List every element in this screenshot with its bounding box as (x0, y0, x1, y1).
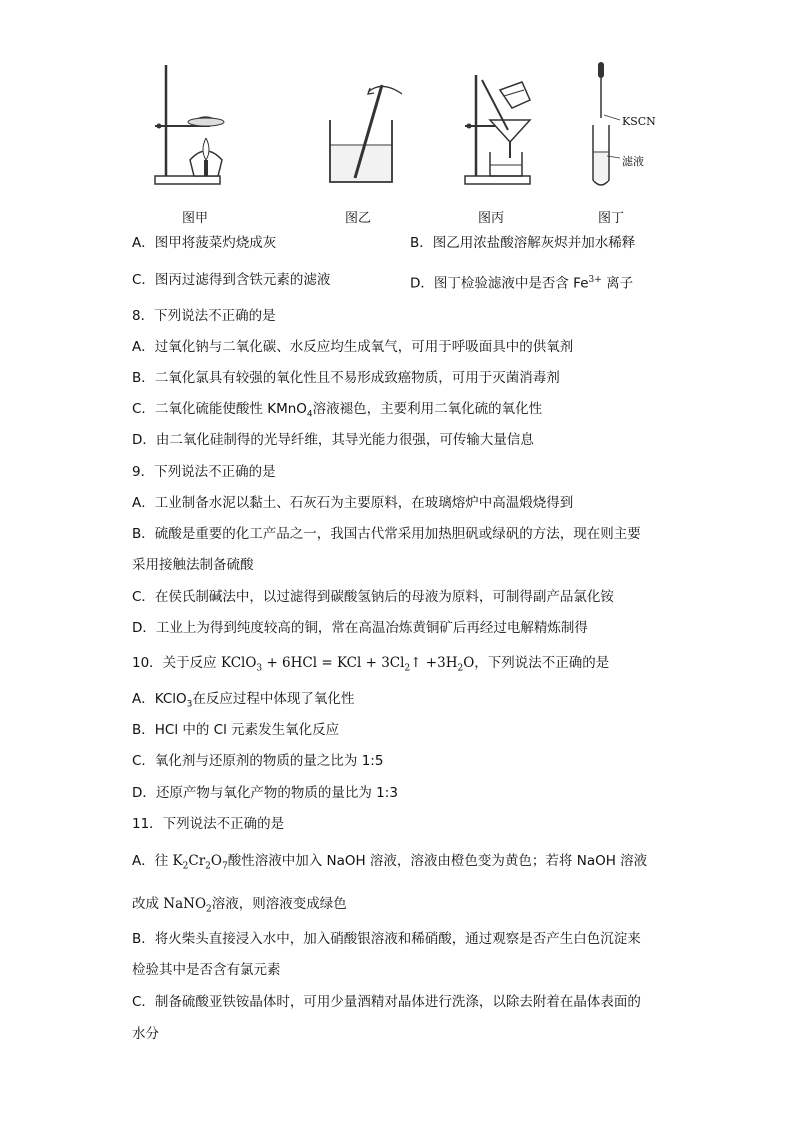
q9-option-b-line1: B．硫酸是重要的化工产品之一，我国古代常采用加热胆矾或绿矾的方法，现在则主要 (132, 526, 641, 542)
q10-option-d: D．还原产物与氧化产物的物质的量比为 1:3 (132, 785, 398, 801)
figure-caption-jia: 图甲 (182, 211, 209, 226)
q7-option-d: D．图丁检验滤液中是否含 $Fe^{3+}$ 离子 (410, 275, 634, 292)
q11-option-c-line2: 水分 (132, 1026, 159, 1042)
q8-stem: 8．下列说法不正确的是 (132, 308, 276, 324)
q10-equation: KClO$_3$ + 6HCl = KCl + $3Cl_2↑ +3H_2O$ (220, 655, 475, 674)
q7-option-a: A．图甲将菠菜灼烧成灰 (132, 235, 277, 251)
figure-caption-bing: 图丙 (478, 211, 505, 226)
apparatus-figures (150, 60, 656, 230)
q11-stem: 11．下列说法不正确的是 (132, 816, 285, 832)
q10-option-a: A．KClO$_3$在反应过程中体现了氧化性 (132, 691, 355, 710)
q8-option-b: B．二氧化氯具有较强的氧化性且不易形成致癌物质，可用于灭菌消毒剂 (132, 370, 560, 386)
figure-caption-ding: 图丁 (598, 211, 625, 226)
q11-option-b-line2: 检验其中是否含有氯元素 (132, 962, 281, 978)
q11-option-b-line1: B．将火柴头直接浸入水中，加入硝酸银溶液和稀硝酸，通过观察是否产生白色沉淀来 (132, 931, 641, 947)
q8-option-d: D．由二氧化硅制得的光导纤维，其导光能力很强，可传输大量信息 (132, 432, 534, 448)
q9-option-d: D．工业上为得到纯度较高的铜，常在高温冶炼黄铜矿后再经过电解精炼制得 (132, 620, 588, 636)
figure-jia-crucible-burner (150, 60, 240, 190)
q7-option-b: B．图乙用浓盐酸溶解灰烬并加水稀释 (410, 235, 636, 251)
figure-yi-beaker-stirring (320, 60, 410, 190)
tube-label-filtrate: 滤液 (622, 155, 644, 168)
q8-option-a: A．过氧化钠与二氧化碳、水反应均生成氧气，可用于呼吸面具中的供氧剂 (132, 339, 574, 355)
q10-option-c: C．氧化剂与还原剂的物质的量之比为 1:5 (132, 753, 384, 769)
q7-option-c: C．图丙过滤得到含铁元素的滤液 (132, 272, 331, 288)
q8-option-c: C．二氧化硫能使酸性 KMnO$_4$溶液褪色，主要利用二氧化硫的氧化性 (132, 401, 543, 420)
q10-option-b: B．HCl 中的 Cl 元素发生氧化反应 (132, 722, 340, 738)
q11-option-a-line2: 改成 NaNO$_2$溶液，则溶液变成绿色 (132, 896, 347, 915)
q9-option-c: C．在侯氏制碱法中，以过滤得到碳酸氢钠后的母液为原料，可制得副产品氯化铵 (132, 589, 614, 605)
tube-label-kscn: KSCN (622, 115, 656, 128)
q11-option-a-line1: A．往 $K_2Cr_2O_7$酸性溶液中加入 NaOH 溶液，溶液由橙色变为黄色；若将 NaOH 溶液 (132, 853, 648, 872)
figure-caption-yi: 图乙 (345, 211, 372, 226)
q9-stem: 9．下列说法不正确的是 (132, 464, 276, 480)
q11-option-c-line1: C．制备硫酸亚铁铵晶体时，可用少量酒精对晶体进行洗涤，以除去附着在晶体表面的 (132, 994, 641, 1010)
q10-stem: 10．关于反应 KClO$_3$ + 6HCl = KCl + $3Cl_2↑ +3H_2O$，下列说法不正确的是 (132, 655, 610, 674)
q9-option-b-line2: 采用接触法制备硫酸 (132, 557, 254, 573)
q9-option-a: A．工业制备水泥以黏土、石灰石为主要原料，在玻璃熔炉中高温煅烧得到 (132, 495, 574, 511)
figure-bing-filtration (460, 60, 550, 190)
